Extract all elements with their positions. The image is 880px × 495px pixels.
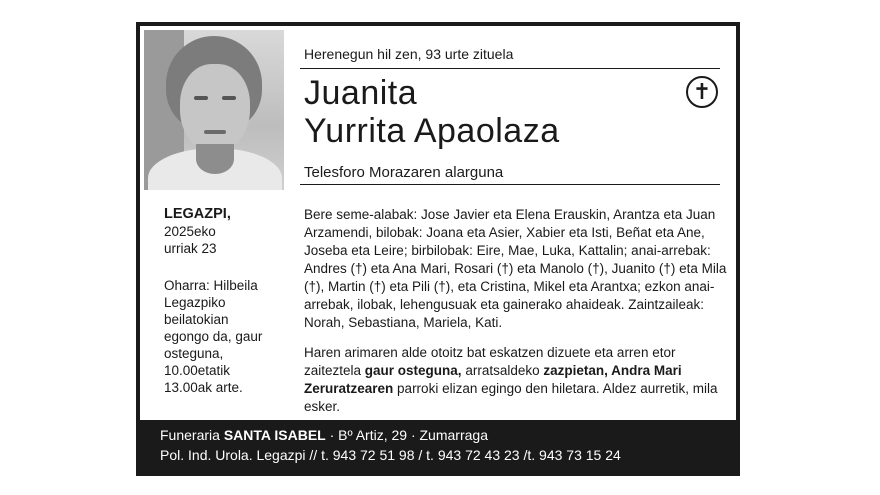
footer-address: · Bº Artiz, 29 · Zumarraga: [325, 427, 488, 443]
funeral-home-footer: [140, 420, 736, 472]
cross-icon: ✝: [686, 76, 718, 108]
prayer-bold-1: gaur osteguna,: [364, 363, 462, 378]
sidebar: [164, 206, 264, 396]
portrait-photo: [144, 30, 284, 190]
footer-line-1: [160, 425, 736, 445]
footer-line-2: Pol. Ind. Urola. Legazpi // t. 943 72 51 98 / t. 943 72 43 23 /t. 943 73 15 24: [160, 447, 621, 463]
deceased-name: [304, 74, 560, 150]
name-line-1: Juanita: [304, 74, 418, 112]
divider-bottom: [300, 184, 720, 185]
date: urriak 23: [164, 241, 217, 256]
prayer-bold-2: zazpietan, Andra Mari Zeruratzearen: [304, 363, 682, 396]
family-paragraph: Bere seme-alabak: Jose Javier eta Elena Erauskin, Arantza eta Juan Arzamendi, bilobak: Joana eta Asier, Xabier eta Isti, Beñat eta Ane, Joseba eta Leire; birbilobak: Eire, Mae, Luka, Kattalin; anai-arrebak: Andres (†) eta Ana Mari, Rosari (†) eta Manolo (†), Juanito (†) eta Mila (†), Martin (†) eta Pili (†), eta Cristina, Mikel eta Arantxa; ezkon anai-arrebak, ilobak, lehengusuak eta gainerako ahaideak. Zaintzaileak: Norah, Sebastiana, Mariela, Kati.: [304, 207, 727, 330]
year: 2025eko: [164, 224, 216, 239]
divider-top: [300, 68, 720, 69]
footer-prefix: Funeraria: [160, 427, 224, 443]
obituary-card: [136, 22, 740, 476]
wake-note: Oharra: Hilbeila Legazpiko beilatokian egongo da, gaur osteguna, 10.00etatik 13.00ak arte.: [164, 278, 263, 395]
prayer-paragraph: [304, 344, 732, 416]
funeral-home-name: SANTA ISABEL: [223, 427, 326, 443]
name-line-2: Yurrita Apaolaza: [304, 112, 560, 150]
prayer-text-3: parroki elizan egingo den hiletara. Aldez aurretik, mila esker.: [304, 381, 718, 414]
headline: Herenegun hil zen, 93 urte zituela: [304, 46, 514, 62]
prayer-text-2: arratsaldeko: [461, 363, 544, 378]
place: LEGAZPI,: [164, 206, 231, 222]
widow-of: Telesforo Morazaren alarguna: [304, 164, 504, 181]
main-text: [304, 206, 732, 416]
prayer-text-1: Haren arimaren alde otoitz bat eskatzen dizuete eta arren etor zaiteztela: [304, 345, 676, 378]
